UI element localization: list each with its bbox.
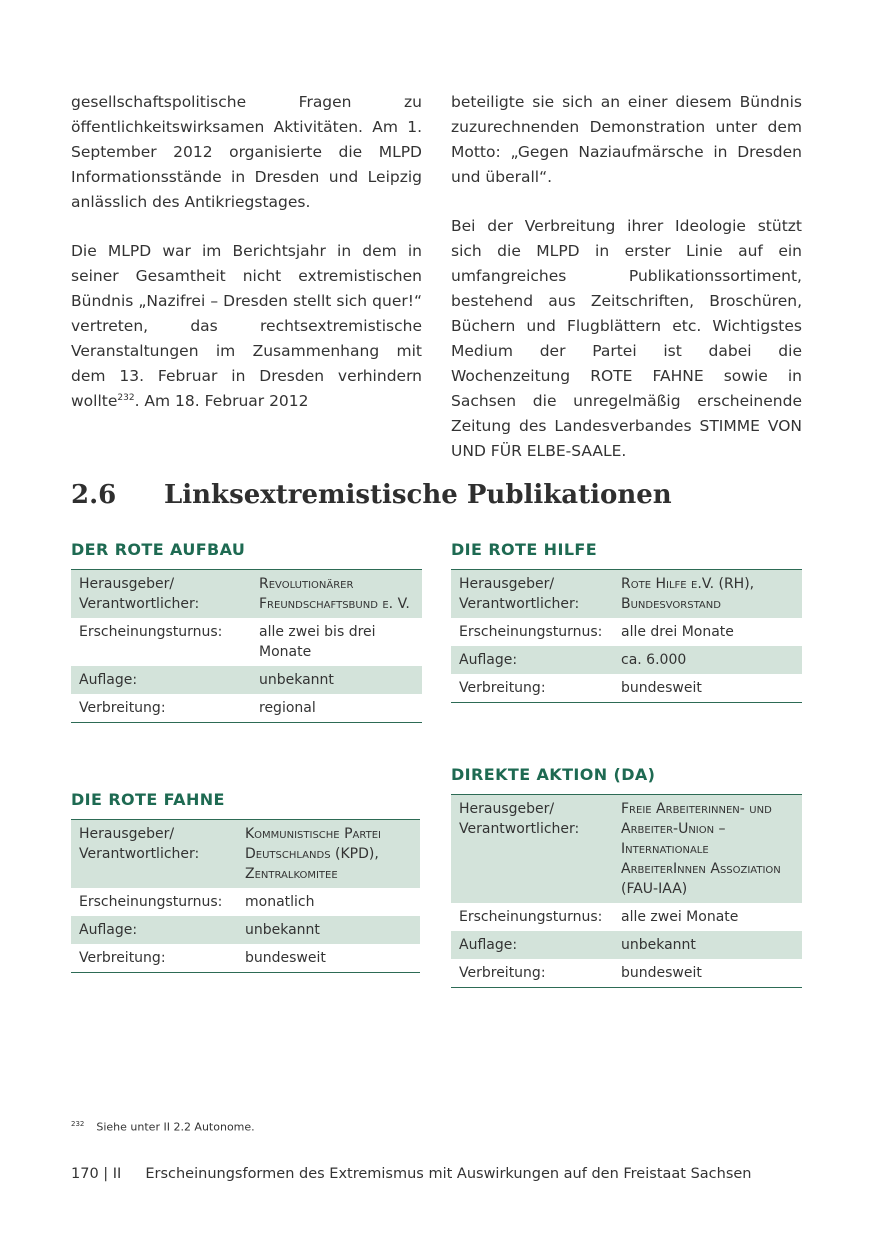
label-publisher: Herausgeber/ Verantwortlicher: [71, 570, 251, 619]
value-circulation: unbekannt [237, 916, 420, 944]
publication-rote-hilfe [451, 540, 802, 703]
value-publisher: Revolutionärer Freundschaftsbund e. V. [251, 570, 422, 619]
table-row [71, 888, 420, 916]
value-frequency: monatlich [245, 894, 315, 910]
label-distribution: Verbreitung: [459, 680, 546, 696]
publication-rote-aufbau [71, 540, 422, 723]
table-row [451, 674, 802, 703]
label-circulation: Auflage: [71, 916, 237, 944]
value-frequency: alle drei Monate [621, 624, 734, 640]
value-distribution: bundesweit [621, 680, 702, 696]
section-title: Linksextremistische Publikationen [164, 480, 672, 510]
value-circulation: ca. 6.000 [613, 646, 802, 674]
value-circulation: unbekannt [251, 666, 422, 694]
table-row [451, 618, 802, 646]
table-row [71, 570, 422, 619]
paragraph: gesellschaftspolitische Fragen zu öffentlichkeitswirksamen Aktivitäten. Am 1. September 2012 organisierte die MLPD Informationsstände in Dresden und Leipzig anlässlich des Antikriegstages. [71, 93, 422, 211]
publication-rote-fahne [71, 790, 420, 973]
table-row [451, 646, 802, 674]
label-distribution: Verbreitung: [79, 950, 166, 966]
value-publisher: Rote Hilfe e.V. (RH), Bundesvorstand [613, 570, 802, 619]
text-column-left [71, 90, 422, 438]
table-row [71, 666, 422, 694]
table-row [71, 944, 420, 973]
label-circulation: Auflage: [71, 666, 251, 694]
value-frequency: alle zwei bis drei Monate [259, 624, 376, 660]
text-column-right [451, 90, 802, 488]
value-frequency: alle zwei Monate [621, 909, 739, 925]
running-title: Erscheinungsformen des Extremismus mit Auswirkungen auf den Freistaat Sachsen [145, 1166, 752, 1182]
value-publisher: Freie Arbeiterinnen- und Arbeiter-Union –Internationale ArbeiterInnen Assoziation (FAU-IAA) [613, 795, 802, 904]
table-row [451, 903, 802, 931]
label-publisher: Herausgeber/ Verantwortlicher: [451, 570, 613, 619]
table-row [451, 795, 802, 904]
footnote-text: Siehe unter II 2.2 Autonome. [96, 1120, 255, 1134]
label-frequency: Erscheinungsturnus: [459, 624, 603, 640]
value-publisher: Kommunistische Partei Deutschlands (KPD), Zentralkomitee [237, 820, 420, 889]
value-distribution: bundesweit [245, 950, 326, 966]
paragraph [71, 239, 422, 414]
value-distribution: bundesweit [621, 965, 702, 981]
section-heading [71, 480, 811, 510]
label-circulation: Auflage: [451, 646, 613, 674]
page-number: 170 | II [71, 1166, 122, 1182]
label-distribution: Verbreitung: [79, 700, 166, 716]
publication-table [451, 794, 802, 988]
publication-direkte-aktion [451, 765, 802, 988]
table-row [71, 618, 422, 666]
label-distribution: Verbreitung: [459, 965, 546, 981]
publication-table [71, 819, 420, 973]
paragraph: beteiligte sie sich an einer diesem Bündnis zuzurechnenden Demonstration unter dem Motto: „Gegen Naziaufmärsche in Dresden und überall“. [451, 93, 802, 186]
label-publisher: Herausgeber/ Verantwortlicher: [451, 795, 613, 904]
footnote-number: 232 [71, 1120, 85, 1128]
table-row [451, 931, 802, 959]
publication-title: DER ROTE AUFBAU [71, 540, 246, 559]
footnote-ref[interactable]: 232 [117, 392, 135, 403]
publication-title: DIE ROTE HILFE [451, 540, 598, 559]
label-frequency: Erscheinungsturnus: [459, 909, 603, 925]
page-footer [71, 1166, 751, 1182]
footnote [71, 1120, 255, 1134]
label-frequency: Erscheinungsturnus: [79, 894, 223, 910]
publication-table [451, 569, 802, 703]
publication-table [71, 569, 422, 723]
paragraph: Bei der Verbreitung ihrer Ideologie stützt sich die MLPD in erster Linie auf ein umfangreiches Publikationssortiment, bestehend aus Zeitschriften, Broschüren, Büchern und Flugblättern etc. Wichtigstes Medium der Partei ist dabei die Wochenzeitung ROTE FAHNE sowie in Sachsen die unregelmäßig erscheinende Zeitung des Landesverbandes STIMME VON UND FÜR ELBE-SAALE. [451, 217, 802, 460]
table-row [451, 570, 802, 619]
paragraph-text: Die MLPD war im Berichtsjahr in dem in seiner Gesamtheit nicht extremistischen Bündnis „Nazifrei – Dresden stellt sich quer!“ vertreten, das rechtsextremistische Veranstaltungen im Zusammenhang mit dem 13. Februar in Dresden verhindern wollte [71, 242, 422, 410]
publication-title: DIE ROTE FAHNE [71, 790, 225, 809]
value-distribution: regional [259, 700, 316, 716]
section-number: 2.6 [71, 480, 117, 510]
value-circulation: unbekannt [613, 931, 802, 959]
paragraph-text: . Am 18. Februar 2012 [134, 392, 309, 410]
label-frequency: Erscheinungsturnus: [79, 624, 223, 640]
label-publisher: Herausgeber/ Verantwortlicher: [71, 820, 237, 889]
table-row [71, 820, 420, 889]
table-row [71, 916, 420, 944]
label-circulation: Auflage: [451, 931, 613, 959]
table-row [71, 694, 422, 723]
publication-title: DIREKTE AKTION (DA) [451, 765, 656, 784]
table-row [451, 959, 802, 988]
